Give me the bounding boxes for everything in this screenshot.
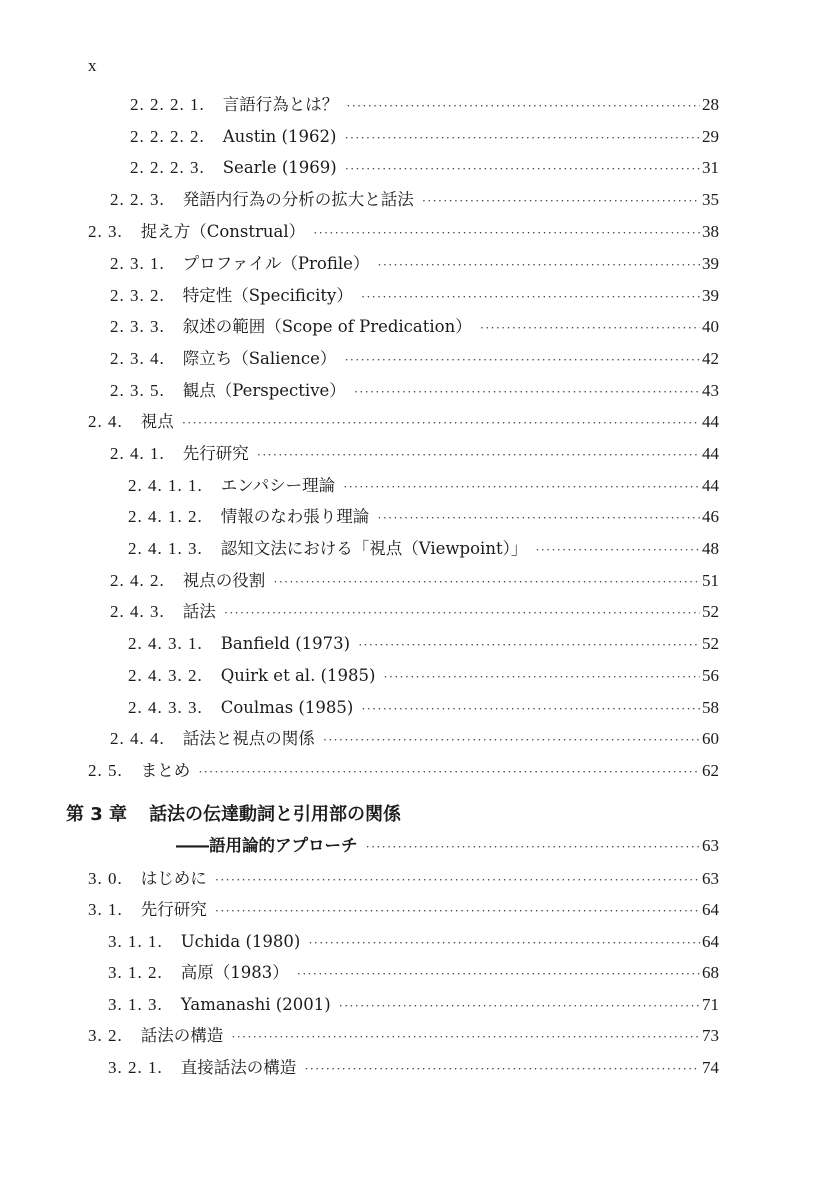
entry-page: 58: [702, 698, 719, 717]
entry-number: 2. 4. 4.: [110, 729, 165, 748]
entry-page: 71: [702, 995, 719, 1014]
entry-page: 39: [702, 254, 719, 273]
entry-title: Quirk et al. (1985): [220, 666, 376, 685]
entry-page: 29: [702, 127, 719, 146]
entry-title: 先行研究: [182, 444, 249, 463]
leader-dots: [344, 126, 700, 150]
entry-title: プロファイル（Profile）: [182, 254, 370, 273]
leader-dots: [366, 835, 701, 859]
leader-dots: [422, 189, 700, 213]
entry-title: 先行研究: [140, 900, 207, 919]
entry-page: 40: [702, 317, 719, 336]
leader-dots: [346, 94, 700, 118]
entry-title: Coulmas (1985): [220, 698, 354, 717]
entry-page: 44: [702, 476, 719, 495]
entry-title: 話法: [182, 602, 216, 621]
entry-number: 2. 5.: [88, 761, 123, 780]
entry-page: 52: [702, 602, 719, 621]
chapter-subtitle-row: [176, 834, 719, 859]
entry-number: 2. 4. 2.: [110, 571, 165, 590]
entry-number: 3. 1. 1.: [108, 932, 163, 951]
entry-number: 2. 2. 2. 1.: [130, 95, 205, 114]
entry-page: 74: [702, 1058, 719, 1077]
toc-entry: [108, 1056, 719, 1081]
toc-entry: [88, 410, 719, 435]
entry-title: 特定性（Specificity）: [182, 286, 353, 305]
entry-page: 56: [702, 666, 719, 685]
entry-number: 2. 3. 1.: [110, 254, 165, 273]
entry-number: 3. 1.: [88, 900, 123, 919]
toc-entry: [108, 930, 719, 955]
entry-number: 2. 4. 1. 2.: [128, 507, 203, 526]
chapter-label: 第 3 章: [66, 804, 128, 825]
entry-page: 63: [702, 836, 719, 855]
toc-entry: [88, 759, 719, 784]
entry-number: 2. 2. 2. 2.: [130, 127, 205, 146]
toc-entry: [110, 569, 719, 594]
entry-page: 44: [702, 444, 719, 463]
entry-title: Austin (1962): [222, 127, 337, 146]
page-number: x: [88, 56, 97, 75]
entry-number: 2. 4. 1. 1.: [128, 476, 203, 495]
entry-title: 言語行為とは？: [222, 95, 339, 114]
entry-title: Yamanashi (2001): [180, 995, 331, 1014]
entry-title: 視点の役割: [182, 571, 266, 590]
toc-entry: [128, 537, 719, 562]
toc-entry: [128, 474, 719, 499]
entry-title: Uchida (1980): [180, 932, 301, 951]
entry-number: 2. 3. 4.: [110, 349, 165, 368]
entry-title: 話法と視点の関係: [182, 729, 315, 748]
toc-entry: [128, 632, 719, 657]
entry-page: 44: [702, 412, 719, 431]
leader-dots: [354, 380, 700, 404]
toc-entry: [108, 993, 719, 1018]
entry-number: 3. 2. 1.: [108, 1058, 163, 1077]
chapter-heading: [66, 800, 401, 826]
entry-number: 2. 4. 1.: [110, 444, 165, 463]
leader-dots: [383, 665, 700, 689]
entry-number: 3. 1. 3.: [108, 995, 163, 1014]
leader-dots: [231, 1025, 700, 1049]
entry-number: 2. 4. 1. 3.: [128, 539, 203, 558]
entry-page: 68: [702, 963, 719, 982]
leader-dots: [257, 443, 700, 467]
entry-page: 63: [702, 869, 719, 888]
leader-dots: [345, 157, 700, 181]
toc-entry: [128, 505, 719, 530]
entry-page: 42: [702, 349, 719, 368]
entry-page: 39: [702, 286, 719, 305]
leader-dots: [273, 570, 700, 594]
entry-title: 捉え方（Construal）: [140, 222, 306, 241]
leader-dots: [297, 962, 700, 986]
leader-dots: [358, 633, 700, 657]
toc-entry: [110, 315, 719, 340]
leader-dots: [224, 601, 700, 625]
entry-number: 2. 4.: [88, 412, 123, 431]
entry-page: 28: [702, 95, 719, 114]
entry-title: 話法の構造: [140, 1026, 224, 1045]
leader-dots: [215, 868, 700, 892]
leader-dots: [323, 728, 700, 752]
leader-dots: [313, 221, 700, 245]
leader-dots: [361, 697, 700, 721]
toc-entry: [110, 442, 719, 467]
entry-number: 2. 3. 3.: [110, 317, 165, 336]
toc-entry: [110, 600, 719, 625]
entry-number: 2. 3.: [88, 222, 123, 241]
entry-number: 3. 2.: [88, 1026, 123, 1045]
leader-dots: [480, 316, 700, 340]
toc-entry: [110, 252, 719, 277]
leader-dots: [343, 475, 700, 499]
entry-page: 73: [702, 1026, 719, 1045]
toc-entry: [110, 188, 719, 213]
entry-page: 46: [702, 507, 719, 526]
entry-page: 64: [702, 932, 719, 951]
entry-title: 叙述の範囲（Scope of Predication）: [182, 317, 472, 336]
entry-title: 直接話法の構造: [180, 1058, 297, 1077]
entry-title: 発語内行為の分析の拡大と話法: [182, 190, 414, 209]
entry-page: 60: [702, 729, 719, 748]
entry-title: はじめに: [140, 869, 207, 888]
entry-number: 3. 1. 2.: [108, 963, 163, 982]
toc-entry: [130, 93, 719, 118]
entry-title: まとめ: [140, 761, 191, 780]
toc-entry: [88, 867, 719, 892]
toc-entry: [110, 727, 719, 752]
entry-title: 高原（1983）: [180, 963, 289, 982]
leader-dots: [377, 506, 700, 530]
entry-page: 48: [702, 539, 719, 558]
entry-title: Banfield (1973): [220, 634, 351, 653]
entry-number: 2. 4. 3.: [110, 602, 165, 621]
entry-page: 52: [702, 634, 719, 653]
toc-entry: [88, 898, 719, 923]
entry-page: 43: [702, 381, 719, 400]
entry-page: 35: [702, 190, 719, 209]
entry-number: 2. 2. 2. 3.: [130, 158, 205, 177]
entry-page: 31: [702, 158, 719, 177]
entry-page: 51: [702, 571, 719, 590]
toc-entry: [128, 696, 719, 721]
chapter-title: 話法の伝達動詞と引用部の関係: [149, 804, 402, 825]
entry-number: 2. 3. 2.: [110, 286, 165, 305]
entry-number: 3. 0.: [88, 869, 123, 888]
toc-entry: [110, 284, 719, 309]
entry-page: 38: [702, 222, 719, 241]
leader-dots: [339, 994, 700, 1018]
leader-dots: [304, 1057, 700, 1081]
toc-entry: [128, 664, 719, 689]
leader-dots: [182, 411, 700, 435]
entry-number: 2. 2. 3.: [110, 190, 165, 209]
leader-dots: [535, 538, 700, 562]
leader-dots: [198, 760, 700, 784]
entry-title: Searle (1969): [222, 158, 337, 177]
entry-number: 2. 3. 5.: [110, 381, 165, 400]
entry-number: 2. 4. 3. 2.: [128, 666, 203, 685]
toc-entry: [110, 347, 719, 372]
toc-entry: [88, 1024, 719, 1049]
entry-number: 2. 4. 3. 1.: [128, 634, 203, 653]
entry-page: 62: [702, 761, 719, 780]
chapter-subtitle: ――語用論的アプローチ: [176, 836, 358, 855]
leader-dots: [361, 285, 700, 309]
entry-number: 2. 4. 3. 3.: [128, 698, 203, 717]
entry-title: 情報のなわ張り理論: [220, 507, 370, 526]
toc-entry: [108, 961, 719, 986]
leader-dots: [377, 253, 700, 277]
toc-entry: [110, 379, 719, 404]
leader-dots: [344, 348, 700, 372]
toc-entry: [88, 220, 719, 245]
entry-page: 64: [702, 900, 719, 919]
toc-entry: [130, 125, 719, 150]
entry-title: 際立ち（Salience）: [182, 349, 337, 368]
leader-dots: [308, 931, 700, 955]
entry-title: 視点: [140, 412, 174, 431]
toc-entry: [130, 156, 719, 181]
entry-title: エンパシー理論: [220, 476, 336, 495]
entry-title: 観点（Perspective）: [182, 381, 346, 400]
entry-title: 認知文法における「視点（Viewpoint）」: [220, 539, 528, 558]
leader-dots: [215, 899, 700, 923]
